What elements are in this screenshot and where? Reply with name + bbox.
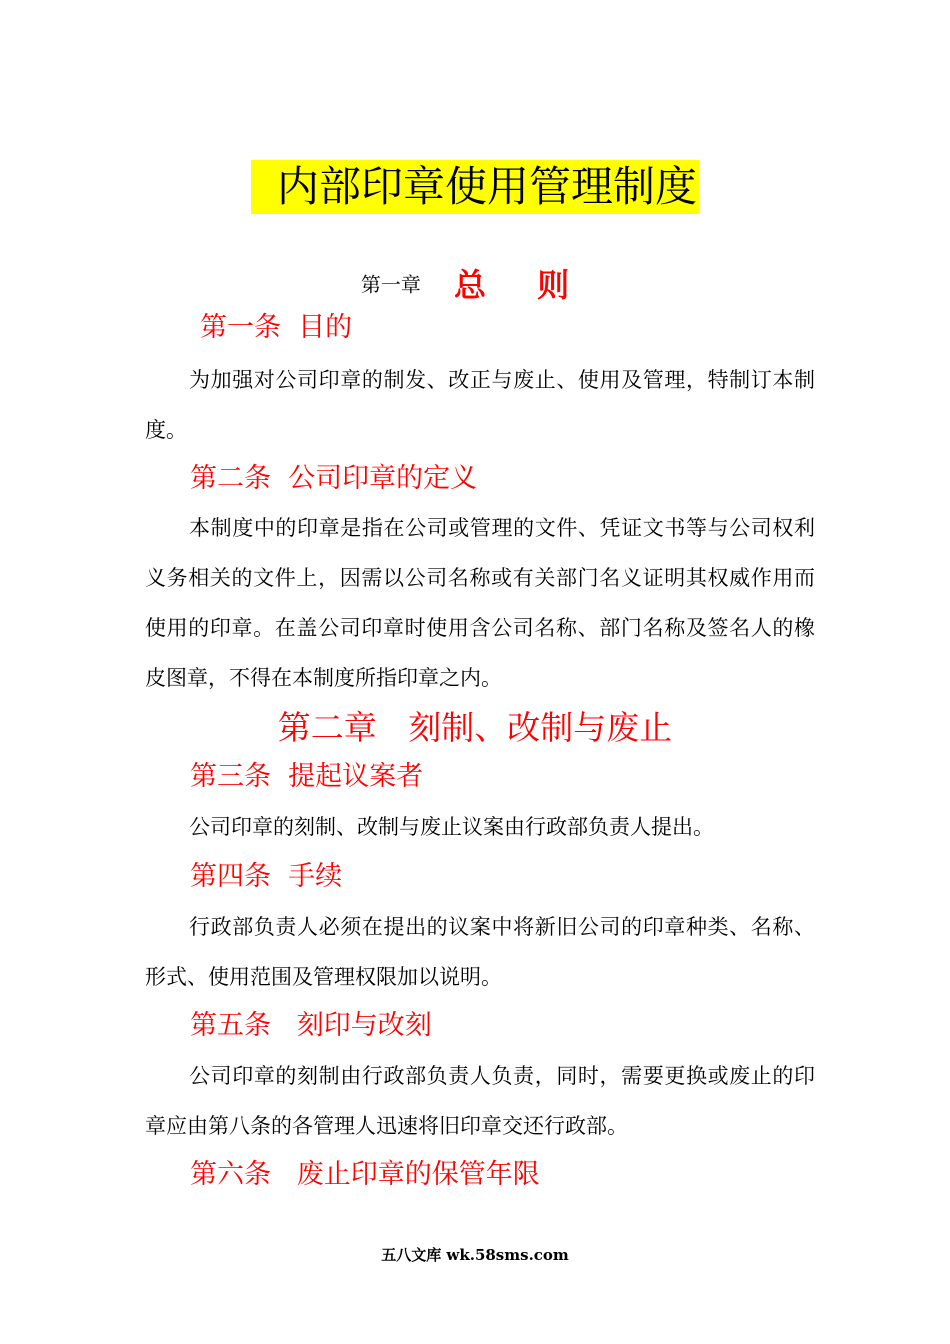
- footer-watermark: 五八文库 wk.58sms.com: [381, 1246, 569, 1264]
- article-5-text: 公司印章的刻制由行政部负责人负责，同时，需要更换或废止的印章应由第八条的各管理人迅速将旧印章交还行政部。: [145, 1064, 815, 1138]
- chapter-1-number: 第一章: [360, 272, 421, 297]
- article-3-heading: 第三条 提起议案者: [190, 761, 424, 792]
- article-2-heading: 第二条 公司印章的定义: [190, 463, 478, 494]
- chapter-1-name: 总 则: [453, 266, 590, 304]
- document-title: 内部印章使用管理制度: [251, 160, 699, 214]
- article-1-text: 为加强对公司印章的制发、改正与废止、使用及管理，特制订本制度。: [145, 368, 815, 442]
- article-4-text: 行政部负责人必须在提出的议案中将新旧公司的印章种类、名称、形式、使用范围及管理权限加以说明。: [145, 915, 815, 989]
- article-5-heading: 第五条 刻印与改刻: [190, 1010, 432, 1041]
- chapter-1-heading: [0, 260, 950, 306]
- article-6-heading: 第六条 废止印章的保管年限: [190, 1159, 540, 1190]
- article-3-text: 公司印章的刻制、改制与废止议案由行政部负责人提出。: [189, 815, 714, 839]
- chapter-2-heading: 第二章 刻制、改制与废止: [277, 708, 673, 747]
- article-2-text: 本制度中的印章是指在公司或管理的文件、凭证文书等与公司权利义务相关的文件上，因需以公司名称或有关部门名义证明其权威作用而使用的印章。在盖公司印章时使用含公司名称、部门名称及签名人的橡皮图章，不得在本制度所指印章之内。: [145, 516, 815, 690]
- title-wrap: [0, 160, 950, 214]
- article-1-heading: 第一条 目的: [200, 312, 353, 343]
- article-4-heading: 第四条 手续: [190, 861, 343, 892]
